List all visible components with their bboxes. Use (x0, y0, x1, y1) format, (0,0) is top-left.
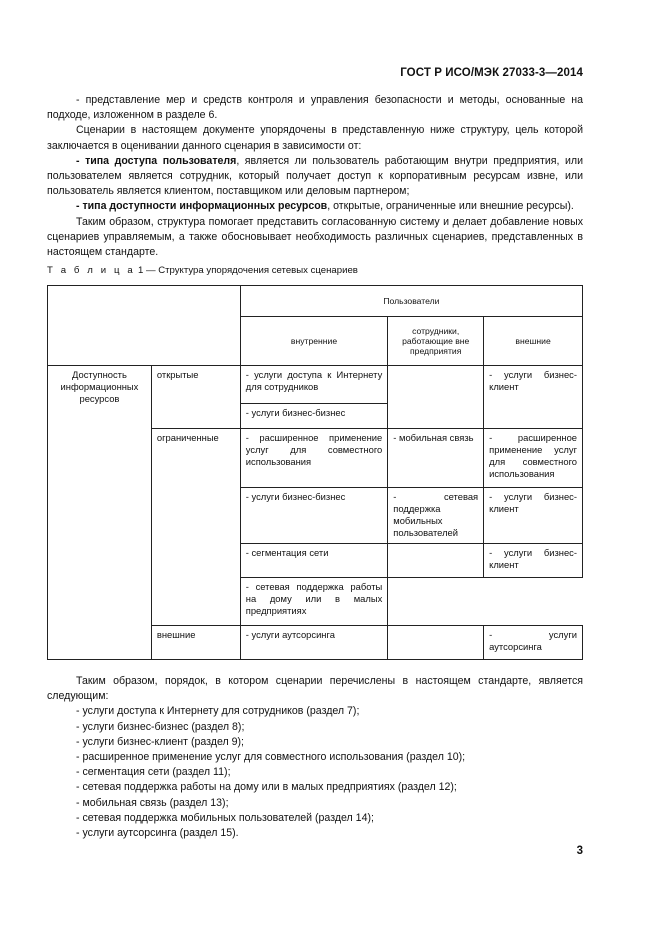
table-caption-label: Т а б л и ц а (47, 265, 136, 276)
document-header: ГОСТ Р ИСО/МЭК 27033-3—2014 (400, 67, 583, 79)
cell-limited-external-1: - расширенное применение услуг для совместного использования (484, 429, 583, 488)
intro-paragraph-1: - представление мер и средств контроля и управления безопасности и методы, основанные на подходе, изложенном в разделе 6. (47, 94, 583, 122)
list-item: - расширенное применение услуг для совместного использования (раздел 10); (76, 751, 466, 764)
scenario-structure-table (47, 285, 583, 660)
cell-limited-external-3: - услуги бизнес-клиент (484, 544, 583, 578)
cell-external-external: - услуги аутсорсинга (484, 626, 583, 660)
list-item: - сетевая поддержка работы на дому или в малых предприятиях (раздел 12); (76, 781, 457, 794)
cell-limited-employees-1: - мобильная связь (388, 429, 484, 488)
cell-open-internal-1: - услуги доступа к Интернету для сотрудников (240, 366, 388, 404)
resource-availability-row-header: Доступность информационных ресурсов (48, 366, 152, 660)
cell-limited-internal-4: - сетевая поддержка работы на дому или в малых предприятиях (240, 578, 388, 626)
cell-open-employees (388, 366, 484, 429)
cell-open-external: - услуги бизнес-клиент (484, 366, 583, 429)
cell-limited-internal-2: - услуги бизнес-бизнес (240, 488, 388, 544)
intro-dash-3: - (76, 154, 86, 167)
intro-dash-4: - (76, 200, 83, 213)
intro-section (47, 93, 583, 260)
users-header: Пользователи (240, 286, 582, 317)
list-item: - услуги бизнес-бизнес (раздел 8); (76, 720, 245, 733)
cell-external-employees (388, 626, 484, 660)
table-caption (47, 265, 358, 276)
scenario-list (47, 704, 583, 841)
resource-availability-desc: , открытые, ограниченные или внешние ресурсы). (327, 200, 574, 213)
table-row (48, 366, 583, 404)
list-item: - сетевая поддержка мобильных пользователей (раздел 14); (76, 811, 374, 824)
category-open: открытые (151, 366, 240, 429)
cell-limited-external-2: - услуги бизнес-клиент (484, 488, 583, 544)
cell-open-internal-2: - услуги бизнес-бизнес (240, 404, 388, 429)
cell-limited-internal-1: - расширенное применение услуг для совместного использования (240, 429, 388, 488)
page-number: 3 (576, 845, 583, 857)
col-external-header: внешние (484, 317, 583, 366)
col-internal-header: внутренние (240, 317, 388, 366)
list-item: - мобильная связь (раздел 13); (76, 796, 229, 809)
cell-limited-employees-3 (388, 544, 484, 578)
intro-paragraph-2: Сценарии в настоящем документе упорядочены в представленную ниже структуру, цель которой заключается в оценивании данного сценария в зависимости от: (47, 124, 583, 152)
user-access-type-desc: , является ли пользователь работающим внутри предприятия, или пользователем является сотрудник, который получает доступ к корпоративным ресурсам извне, или пользователь является клиентом, поставщиком или деловым партнером; (47, 154, 583, 198)
intro-paragraph-5: Таким образом, структура помогает представить согласованную систему и делает добавление новых сценариев управляемым, а также обосновывает необходимость различных сценариев, представленных в настоящем стандарте. (47, 215, 583, 259)
list-item: - услуги доступа к Интернету для сотрудников (раздел 7); (76, 705, 360, 718)
table-caption-text: 1 — Структура упорядочения сетевых сценариев (137, 265, 358, 276)
resource-availability-term: типа доступности информационных ресурсов (82, 200, 328, 213)
list-item: - услуги бизнес-клиент (раздел 9); (76, 735, 244, 748)
list-item: - сегментация сети (раздел 11); (76, 766, 231, 779)
cell-limited-empty (388, 578, 583, 626)
cell-limited-employees-2: - сетевая поддержка мобильных пользователей (388, 488, 484, 544)
cell-external-internal: - услуги аутсорсинга (240, 626, 388, 660)
col-employees-header: сотрудники, работающие вне предприятия (388, 317, 484, 366)
conclusion-section (47, 674, 583, 841)
conclusion-lead: Таким образом, порядок, в котором сценарии перечислены в настоящем стандарте, является следующим: (47, 675, 583, 703)
user-access-type-term: типа доступа пользователя (85, 154, 237, 167)
table-header-row (48, 286, 583, 317)
list-item: - услуги аутсорсинга (раздел 15). (76, 827, 239, 840)
category-external: внешние (151, 626, 240, 660)
intro-paragraph-4 (47, 199, 583, 214)
cell-limited-internal-3: - сегментация сети (240, 544, 388, 578)
intro-paragraph-3 (47, 154, 583, 200)
table-corner-cell (48, 286, 241, 366)
category-limited: ограниченные (151, 429, 240, 626)
